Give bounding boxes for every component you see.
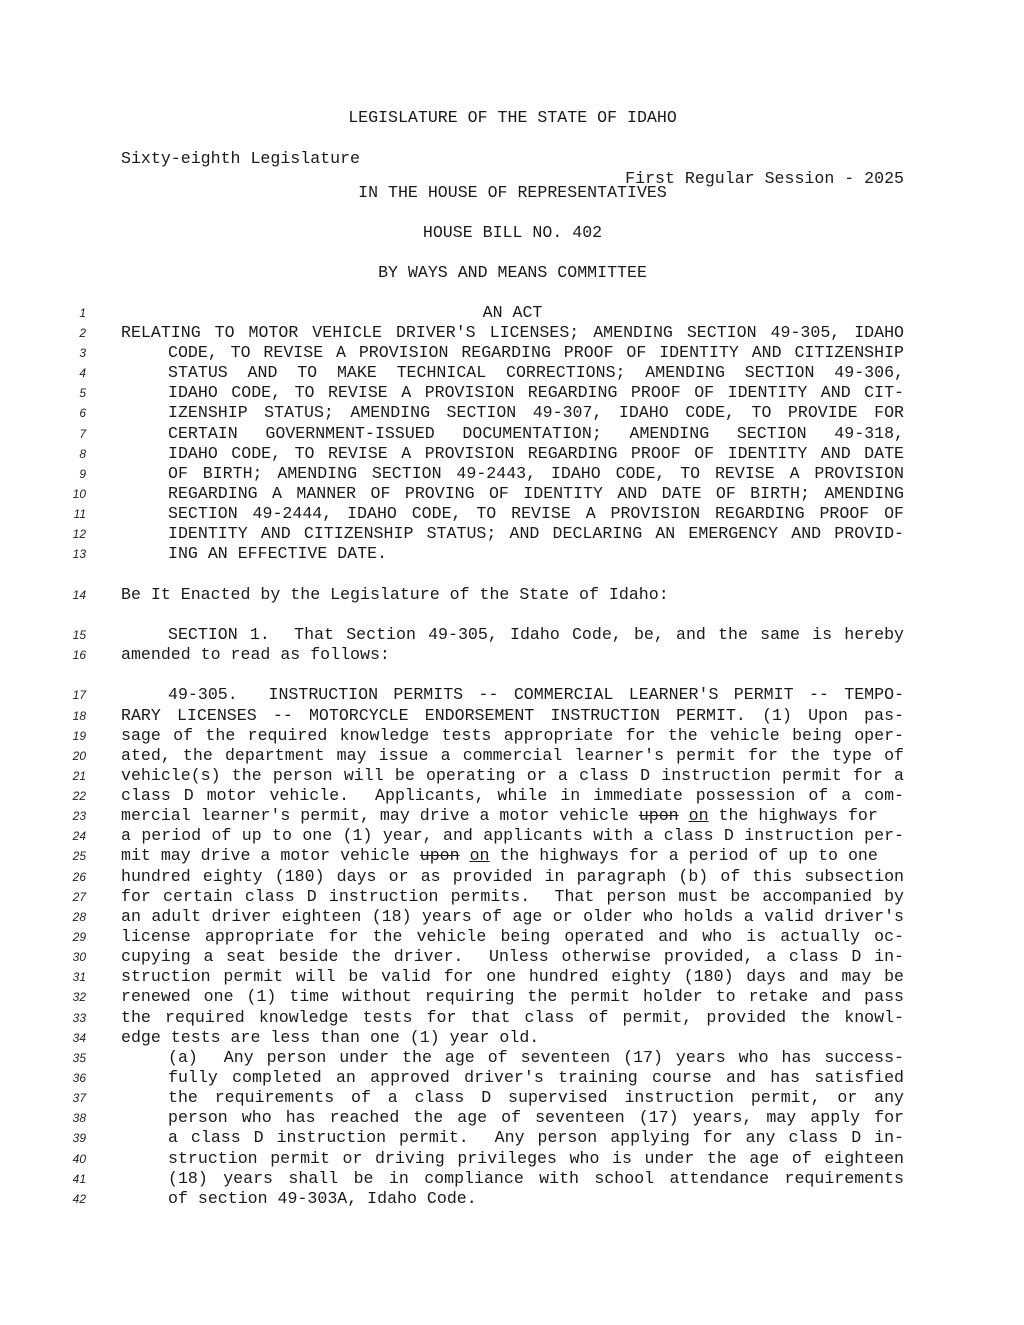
line-number: 21 (72, 769, 86, 783)
line-number: 41 (72, 1172, 86, 1186)
line-number: 9 (79, 467, 86, 481)
body-line: RARY LICENSES -- MOTORCYCLE ENDORSEMENT INSTRUCTION PERMIT. (1) Upon pas- (121, 706, 904, 725)
subsection-a-line: (a) Any person under the age of seventeen (17) years who has success- (168, 1048, 904, 1067)
chamber-heading: IN THE HOUSE OF REPRESENTATIVES (358, 183, 667, 202)
subsection-a-line: the requirements of a class D supervised instruction permit, or any (168, 1088, 904, 1107)
inserted-text: on (469, 846, 490, 865)
line-number: 16 (72, 648, 86, 662)
body-line: ated, the department may issue a commercial learner's permit for the type of (121, 746, 904, 765)
body-text: the highways for (708, 806, 878, 825)
line-number: 1 (79, 306, 86, 320)
act-line: RELATING TO MOTOR VEHICLE DRIVER'S LICENSES; AMENDING SECTION 49-305, IDAHO (121, 323, 904, 342)
deleted-text: upon (638, 806, 679, 825)
body-line: class D motor vehicle. Applicants, while in immediate possession of a com- (121, 786, 904, 805)
line-number: 7 (79, 427, 86, 441)
subsection-a-line: (18) years shall be in compliance with school attendance requirements (168, 1169, 904, 1188)
line-number: 6 (79, 406, 86, 420)
line-number: 32 (72, 990, 86, 1004)
line-number: 12 (72, 527, 86, 541)
line-number: 37 (72, 1091, 86, 1105)
line-number: 31 (72, 970, 86, 984)
line-number: 38 (72, 1111, 86, 1125)
body-line: license appropriate for the vehicle being operated and who is actually oc- (121, 927, 904, 946)
line-number: 4 (79, 366, 86, 380)
body-line: the required knowledge tests for that class of permit, provided the knowl- (121, 1008, 904, 1027)
body-line: hundred eighty (180) days or as provided in paragraph (b) of this subsection (121, 867, 904, 886)
line-number: 30 (72, 950, 86, 964)
line-number: 25 (72, 849, 86, 863)
line-number: 10 (72, 487, 86, 501)
act-title: AN ACT (482, 303, 543, 322)
body-line: vehicle(s) the person will be operating or a class D instruction permit for a (121, 766, 904, 785)
act-line: IDENTITY AND CITIZENSHIP STATUS; AND DECLARING AN EMERGENCY AND PROVID- (168, 524, 904, 543)
act-line: STATUS AND TO MAKE TECHNICAL CORRECTIONS; AMENDING SECTION 49-306, (168, 363, 904, 382)
act-line: ING AN EFFECTIVE DATE. (168, 544, 388, 563)
act-line: IDAHO CODE, TO REVISE A PROVISION REGARDING PROOF OF IDENTITY AND DATE (168, 444, 904, 463)
line-number: 40 (72, 1152, 86, 1166)
line-number: 5 (79, 386, 86, 400)
line-number: 34 (72, 1031, 86, 1045)
line-number: 39 (72, 1131, 86, 1145)
session-header (121, 129, 904, 188)
line-number: 2 (79, 326, 86, 340)
line-number: 20 (72, 749, 86, 763)
act-line: SECTION 49-2444, IDAHO CODE, TO REVISE A PROVISION REGARDING PROOF OF (168, 504, 904, 523)
line-number: 28 (72, 910, 86, 924)
line-number: 29 (72, 930, 86, 944)
act-line: IDAHO CODE, TO REVISE A PROVISION REGARDING PROOF OF IDENTITY AND CIT- (168, 383, 904, 402)
body-line: for certain class D instruction permits. That person must be accompanied by (121, 887, 904, 906)
subsection-a-line: struction permit or driving privileges who is under the age of eighteen (168, 1149, 904, 1168)
body-line: cupying a seat beside the driver. Unless otherwise provided, a class D in- (121, 947, 904, 966)
enacting-clause: Be It Enacted by the Legislature of the State of Idaho: (121, 585, 669, 604)
session-label: First Regular Session - 2025 (625, 169, 904, 188)
body-line: edge tests are less than one (1) year old. (121, 1028, 540, 1047)
inserted-text: on (688, 806, 709, 825)
legislature-number: Sixty-eighth Legislature (121, 149, 360, 168)
act-line: OF BIRTH; AMENDING SECTION 49-2443, IDAHO CODE, TO REVISE A PROVISION (168, 464, 904, 483)
line-number: 27 (72, 890, 86, 904)
body-line: 49-305. INSTRUCTION PERMITS -- COMMERCIAL LEARNER'S PERMIT -- TEMPO- (168, 685, 904, 704)
bill-number: HOUSE BILL NO. 402 (422, 223, 603, 242)
subsection-a-line: of section 49-303A, Idaho Code. (168, 1189, 477, 1208)
sponsor-line: BY WAYS AND MEANS COMMITTEE (378, 263, 647, 282)
line-number: 14 (72, 588, 86, 602)
line-number: 26 (72, 870, 86, 884)
section-1-intro: SECTION 1. That Section 49-305, Idaho Code, be, and the same is hereby (168, 625, 904, 644)
body-line: a period of up to one (1) year, and applicants with a class D instruction per- (121, 826, 904, 845)
line-number: 22 (72, 789, 86, 803)
line-number: 23 (72, 809, 86, 823)
subsection-a-line: fully completed an approved driver's training course and has satisfied (168, 1068, 904, 1087)
line-number: 15 (72, 628, 86, 642)
act-line: CODE, TO REVISE A PROVISION REGARDING PROOF OF IDENTITY AND CITIZENSHIP (168, 343, 904, 362)
body-line-amended (121, 846, 904, 866)
line-number: 33 (72, 1011, 86, 1025)
body-line: renewed one (1) time without requiring the permit holder to retake and pass (121, 987, 904, 1006)
act-line: CERTAIN GOVERNMENT-ISSUED DOCUMENTATION; AMENDING SECTION 49-318, (168, 424, 904, 443)
line-number: 8 (79, 447, 86, 461)
line-number: 19 (72, 729, 86, 743)
act-line: REGARDING A MANNER OF PROVING OF IDENTITY AND DATE OF BIRTH; AMENDING (168, 484, 904, 503)
line-number: 35 (72, 1051, 86, 1065)
body-line-amended (121, 806, 904, 826)
section-1-intro-cont: amended to read as follows: (121, 645, 390, 664)
body-line: an adult driver eighteen (18) years of age or older who holds a valid driver's (121, 907, 904, 926)
line-number: 24 (72, 829, 86, 843)
line-number: 11 (73, 507, 86, 521)
deleted-text: upon (419, 846, 460, 865)
body-line: sage of the required knowledge tests appropriate for the vehicle being oper- (121, 726, 904, 745)
line-number: 13 (72, 547, 86, 561)
act-line: IZENSHIP STATUS; AMENDING SECTION 49-307, IDAHO CODE, TO PROVIDE FOR (168, 403, 904, 422)
legislature-title: LEGISLATURE OF THE STATE OF IDAHO (348, 108, 677, 127)
line-number: 3 (79, 346, 86, 360)
body-text: the highways for a period of up to one (489, 846, 878, 865)
line-number: 42 (72, 1192, 86, 1206)
line-number: 18 (72, 709, 86, 723)
body-line: struction permit will be valid for one hundred eighty (180) days and may be (121, 967, 904, 986)
subsection-a-line: person who has reached the age of seventeen (17) years, may apply for (168, 1108, 904, 1127)
line-number: 36 (72, 1071, 86, 1085)
body-text: mercial learner's permit, may drive a motor vehicle (121, 806, 639, 825)
line-number: 17 (72, 688, 86, 702)
body-text: mit may drive a motor vehicle (121, 846, 420, 865)
subsection-a-line: a class D instruction permit. Any person applying for any class D in- (168, 1128, 904, 1147)
